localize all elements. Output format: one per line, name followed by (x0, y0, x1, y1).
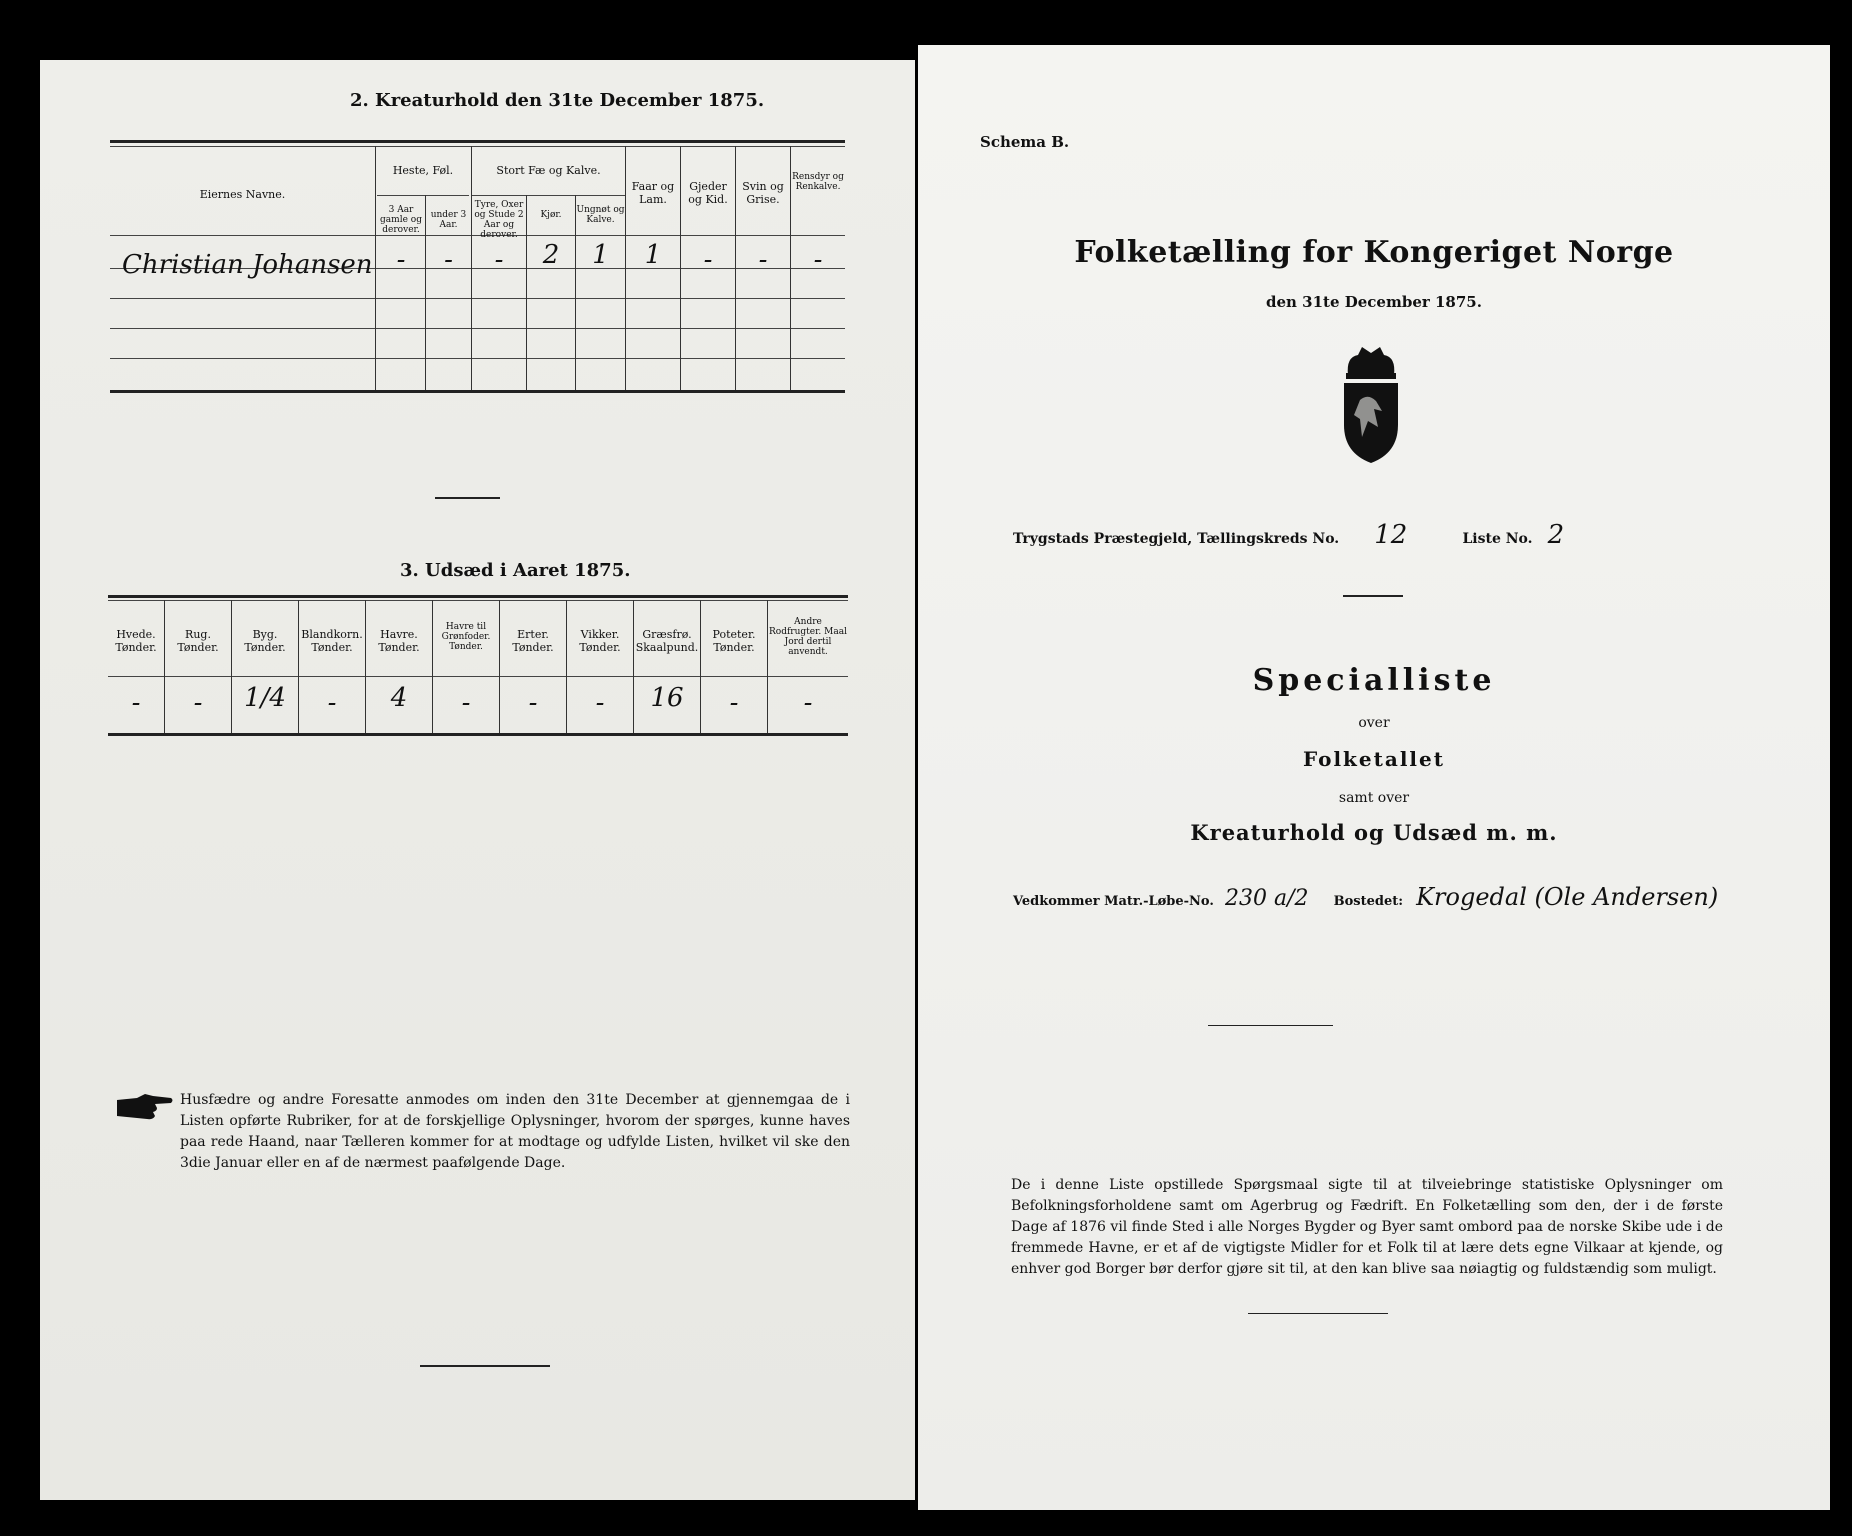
left-page (40, 60, 915, 1500)
census-title: Folketælling for Kongeriget Norge (1074, 235, 1674, 270)
col-ungnot: Ungnøt og Kalve. (576, 205, 625, 225)
folketallet-text: Folketallet (1303, 747, 1445, 771)
schema-label: Schema B. (980, 133, 1070, 151)
value-kjor: 2 (542, 240, 560, 270)
value-andre-rodfrugter: - (803, 688, 813, 718)
col-rensdyr: Rensdyr og Renkalve. (792, 172, 844, 192)
liste-label: Liste No. (1462, 531, 1533, 547)
value-rug: - (193, 688, 203, 718)
kreaturhold-title: 2. Kreaturhold den 31te December 1875. (350, 90, 765, 111)
value-heste-a: - (396, 245, 406, 275)
col-blandkorn: Blandkorn. Tønder. (301, 628, 363, 654)
purpose-paragraph: De i denne Liste opstillede Spørgsmaal sigte til at tilveiebringe statistiske Oplysninger om Befolkningsforholdene samt om Agerbrug og Fædrift. En Folketælling som den, der i de første Dage af 1876 vil finde Sted i alle Norges Bygder og Byer samt ombord paa de norske Skibe ude i de fremmede Havne, er et af de vigtigste Midler for et Folk til at lære dets egne Vilkaar at kjende, og enhver god Borger bør derfor gjøre sit til, at den kan blive saa nøiagtig og fuldstændig som muligt. (1011, 1177, 1723, 1277)
divider-dash (435, 497, 500, 499)
col-vikker: Vikker. Tønder. (579, 628, 621, 654)
heste-group-header: Heste, Føl. (392, 164, 454, 177)
value-gjeder: - (703, 245, 713, 275)
value-rensdyr: - (813, 245, 823, 275)
stort-group-header: Stort Fæ og Kalve. (496, 164, 601, 177)
value-erter: - (528, 688, 538, 718)
rule-1 (1208, 1025, 1333, 1026)
kreds-no: 12 (1374, 520, 1408, 550)
bottom-rule (420, 1365, 550, 1367)
coat-of-arms-icon (1338, 345, 1404, 465)
pointing-hand-icon (115, 1092, 175, 1122)
col-havre: Havre. Tønder. (378, 628, 420, 654)
kreds-line (1013, 520, 1564, 550)
col-heste-b: under 3 Aar. (430, 210, 467, 230)
value-hvede: - (131, 688, 141, 718)
value-faar: 1 (644, 240, 662, 270)
matr-label: Vedkommer Matr.-Løbe-No. (1013, 894, 1214, 909)
kreaturhold-udsaed-text: Kreaturhold og Udsæd m. m. (1190, 820, 1558, 845)
value-svin: - (758, 245, 768, 275)
col-erter: Erter. Tønder. (512, 628, 554, 654)
matr-value: 230 a/2 (1225, 886, 1309, 911)
col-hvede: Hvede. Tønder. (115, 628, 157, 654)
col-poteter: Poteter. Tønder. (712, 628, 756, 654)
col-havre-gronfoder: Havre til Grønfoder. Tønder. (441, 622, 491, 652)
udsaed-title: 3. Udsæd i Aaret 1875. (400, 560, 631, 581)
census-date: den 31te December 1875. (1266, 293, 1482, 311)
col-owner-header: Eiernes Navne. (199, 188, 286, 201)
value-heste-b: - (444, 245, 453, 275)
value-poteter: - (729, 688, 739, 718)
owner-name: Christian Johansen (122, 250, 373, 280)
col-byg: Byg. Tønder. (244, 628, 286, 654)
col-faar: Faar og Lam. (631, 180, 675, 206)
value-byg: 1/4 (244, 683, 286, 713)
value-blandkorn: - (327, 688, 337, 718)
value-tyre: - (494, 245, 504, 275)
liste-no: 2 (1547, 520, 1565, 550)
rule-2 (1248, 1313, 1388, 1314)
col-gjeder: Gjeder og Kid. (688, 180, 728, 206)
col-andre-rodfrugter: Andre Rodfrugter. Maal Jord dertil anvendt. (769, 617, 847, 657)
instruction-note: Husfædre og andre Foresatte anmodes om inden den 31te December at gjennemgaa de i Listen opførte Rubriker, for at de forskjellige Oplysninger, hvorom der spørges, kunne haves paa rede Haand, naar Tælleren kommer for at modtage og udfylde Listen, hvilket vil ske den 3die Januar eller en af de nærmest paafølgende Dage. (180, 1092, 850, 1171)
bostedet-label: Bostedet: (1333, 894, 1404, 909)
col-tyre: Tyre, Oxer og Stude 2 Aar og derover. (474, 200, 524, 240)
col-heste-a: 3 Aar gamle og derover. (380, 205, 422, 235)
specialliste-title: Specialliste (1252, 663, 1496, 698)
value-havre-gronfoder: - (461, 688, 471, 718)
value-havre: 4 (390, 683, 408, 713)
value-graesfro: 16 (650, 683, 684, 713)
kreds-line-prefix: Trygstads Præstegjeld, Tællingskreds No. (1013, 531, 1340, 547)
value-ungnot: 1 (592, 240, 609, 270)
matr-line (1013, 883, 1718, 911)
col-svin: Svin og Grise. (742, 180, 784, 206)
over-text: over (1358, 715, 1390, 731)
col-graesfro: Græsfrø. Skaalpund. (635, 628, 699, 654)
col-kjor: Kjør. (540, 210, 562, 220)
divider-dash-2 (1343, 595, 1403, 597)
right-page (918, 45, 1830, 1510)
samt-over-text: samt over (1338, 790, 1410, 806)
bostedet-value: Krogedal (Ole Andersen) (1416, 883, 1719, 911)
col-rug: Rug. Tønder. (177, 628, 219, 654)
value-vikker: - (595, 688, 605, 718)
